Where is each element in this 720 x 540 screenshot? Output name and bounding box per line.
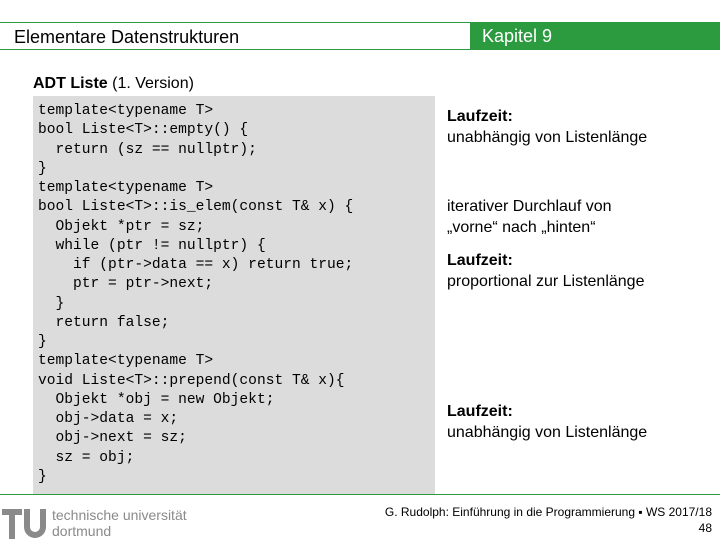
- note-label: Laufzeit:: [447, 108, 513, 125]
- code-line: Objekt *obj = new Objekt;: [38, 391, 275, 408]
- code-line: while (ptr != nullptr) {: [38, 237, 266, 254]
- note-empty-runtime: [447, 106, 647, 148]
- code-line: template<typename T>: [38, 353, 214, 370]
- header-title: Elementare Datenstrukturen: [14, 27, 240, 47]
- code-line: ptr = ptr->next;: [38, 276, 214, 293]
- note-label: Laufzeit:: [447, 403, 513, 420]
- code-lines: [38, 102, 353, 487]
- code-line: Objekt *ptr = sz;: [38, 218, 205, 235]
- code-line: }: [38, 334, 47, 350]
- note-iteration: [447, 196, 612, 238]
- code-line: }: [38, 160, 47, 177]
- code-line: if (ptr->data == x) return true;: [38, 257, 354, 273]
- code-block: [33, 96, 435, 494]
- tu-dortmund-logo: [0, 500, 200, 540]
- note-text: unabhängig von Listenlänge: [447, 424, 648, 441]
- code-line: return false;: [38, 314, 170, 331]
- slide-title: [33, 75, 194, 93]
- note-text: proportional zur Listenlänge: [447, 273, 645, 290]
- page-number: 48: [698, 521, 712, 535]
- code-line: template<typename T>: [38, 180, 214, 196]
- slide-title-bold: ADT Liste: [33, 75, 108, 92]
- code-line: bool Liste<T>::is_elem(const T& x) {: [38, 199, 354, 216]
- logo-text-line1: technische universität: [52, 507, 187, 523]
- footer-divider: [0, 494, 720, 495]
- note-text: „vorne“ nach „hinten“: [447, 219, 596, 236]
- code-line: return (sz == nullptr);: [38, 141, 257, 158]
- code-line: bool Liste<T>::empty() {: [38, 122, 249, 139]
- note-is-elem-runtime: [447, 250, 644, 292]
- logo-text-line2: dortmund: [52, 523, 112, 539]
- tu-logo-mark: [2, 509, 46, 539]
- code-line: sz = obj;: [38, 449, 135, 466]
- code-line: template<typename T>: [38, 103, 214, 119]
- note-text: iterativer Durchlauf von: [447, 198, 612, 215]
- code-line: }: [38, 295, 65, 312]
- chapter-badge: [470, 22, 720, 50]
- slide-title-rest: (1. Version): [107, 75, 194, 92]
- code-line: }: [38, 468, 47, 485]
- code-line: obj->data = x;: [38, 411, 179, 427]
- code-line: void Liste<T>::prepend(const T& x){: [38, 372, 345, 389]
- footer-credit: G. Rudolph: Einführung in die Programmierung ▪ WS 2017/18: [384, 505, 712, 519]
- note-text: unabhängig von Listenlänge: [447, 129, 648, 146]
- header-bar: [0, 22, 470, 50]
- note-label: Laufzeit:: [447, 252, 513, 269]
- note-prepend-runtime: [447, 401, 647, 443]
- chapter-label: Kapitel 9: [482, 26, 553, 46]
- code-line: obj->next = sz;: [38, 430, 187, 447]
